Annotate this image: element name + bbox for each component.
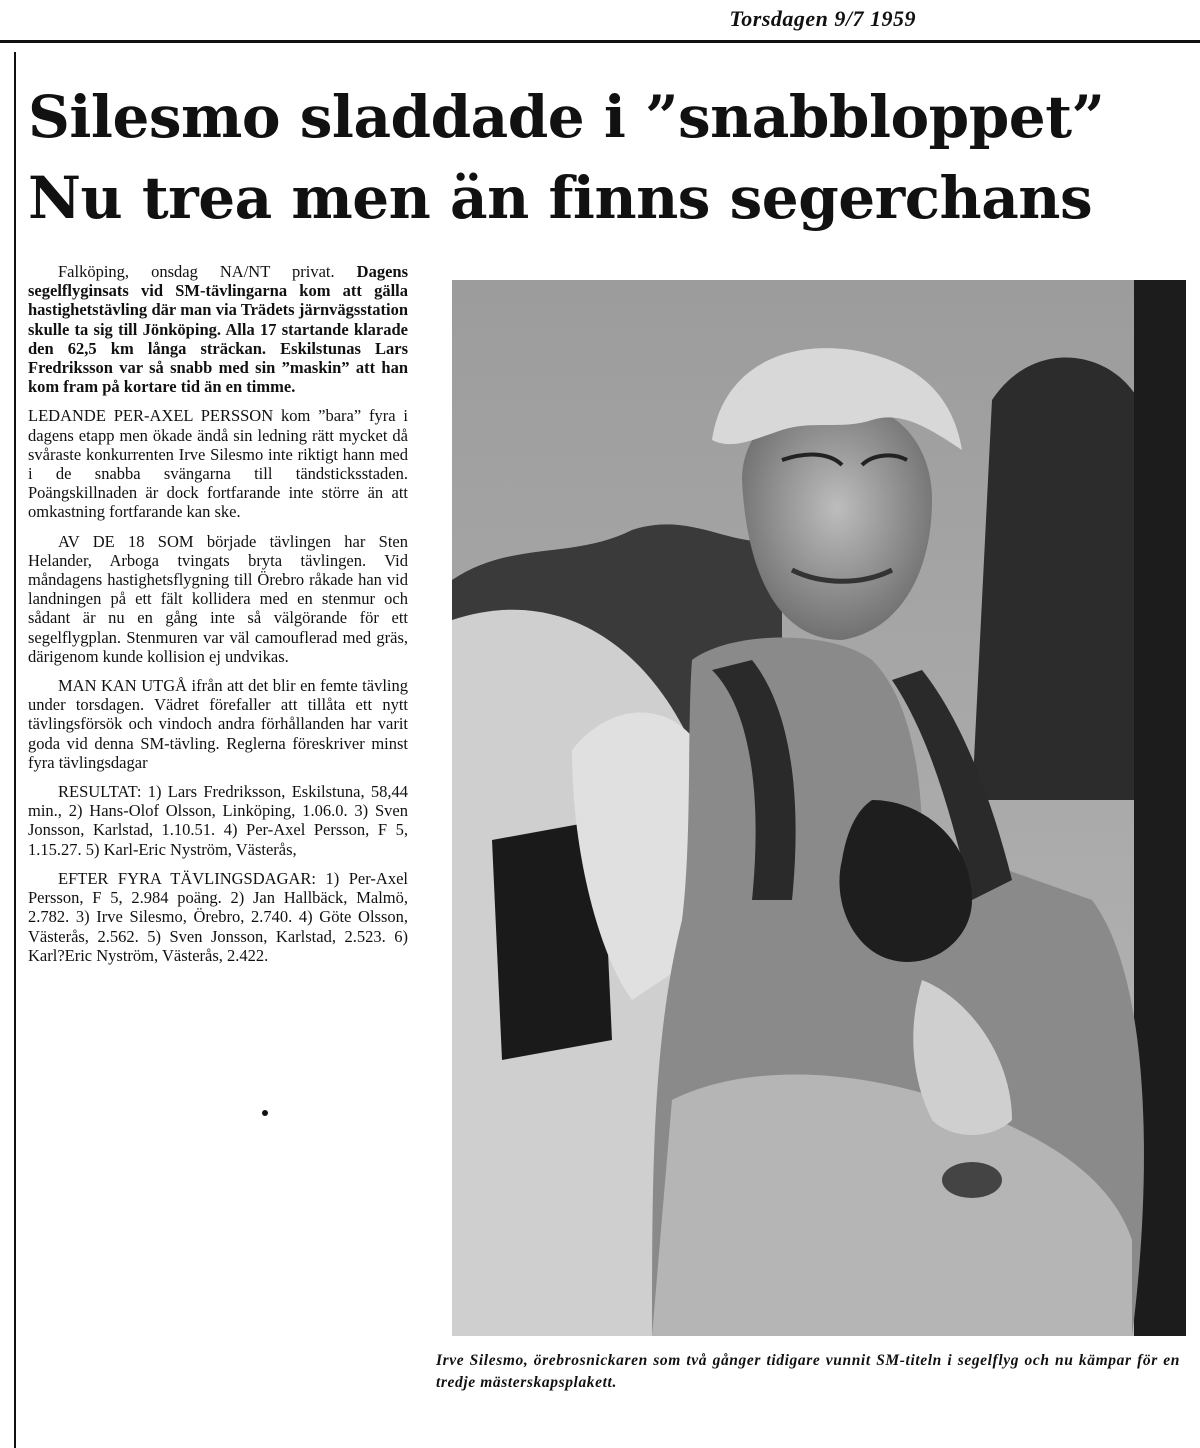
dateline: Torsdagen 9/7 1959 [729,6,916,31]
ink-dot [262,1110,268,1116]
article-paragraph-2: LEDANDE PER-AXEL PERSSON kom ”bara” fyra i dagens etapp men ökade ändå sin ledning rätt mycket då svåraste konkurrenten Irve Silesmo inte riktigt hann med i de snabba svängarna till tändsticksstaden. Poängskillnaden är dock fortfarande inte större än att omkastning fortfarande kan ske. [28,406,408,522]
paragraph-1-lead: Dagens segelflyginsats vid SM-tävlingarna kom att gälla hastighetstävling där man via Trädets järnvägsstation skulle ta sig till Jönköping. Alla 17 startande klarade den 62,5 km långa sträckan. Eskilstunas Lars Fredriksson var så snabb med sin ”maskin” att han kom fram på kortare tid än en timme. [28,262,408,397]
article-paragraph-1 [28,262,408,396]
top-rule [0,40,1200,43]
photo-caption: Irve Silesmo, örebrosnickaren som två gånger tidigare vunnit SM-titeln i segelflyg och nu kämpar för en tredje mästerskapsplakett. [436,1352,1180,1391]
article-standings: EFTER FYRA TÄVLINGSDAGAR: 1) Per-Axel Persson, F 5, 2.984 poäng. 2) Jan Hallbäck, Malmö, 2.782. 3) Irve Silesmo, Örebro, 2.740. 4) Göte Olsson, Västerås, 2.562. 5) Sven Jonsson, Karlstad, 2.523. 6) Karl?Eric Nyström, Västerås, 2.422. [28,868,408,965]
portrait-photo [452,280,1186,1336]
article-paragraph-4: MAN KAN UTGÅ ifrån att det blir en femte tävling under torsdagen. Vädret förefaller att tillåta ett nytt tävlingsförsök och vindoch andra förhållanden har varit goda vid denna SM-tävling. Reglerna föreskriver minst fyra tävlingsdagar [28,676,408,772]
headline-line-2: Nu trea men än finns segerchans [28,164,1093,232]
article-paragraph-3: AV DE 18 SOM började tävlingen har Sten Helander, Arboga tvingats bryta tävlingen. Vid måndagens hastighetsflygning till Örebro råkade han vid landningen på ett fält kollidera med en stenmur och sådant är nu en gång inte så välgörande för ett segelflygplan. Stenmuren var väl camouflerad med gräs, därigenom kunde kollision ej undvikas. [28,531,408,666]
left-frame-rule [14,52,16,1448]
portrait-photo-graphic [452,280,1186,1336]
headline-line-1: Silesmo sladdade i ”snabbloppet” [28,83,1105,151]
article-body [28,262,408,975]
paragraph-1-dateline: Falköping, onsdag NA/NT privat. [58,262,357,281]
article-results: RESULTAT: 1) Lars Fredriksson, Eskilstuna, 58,44 min., 2) Hans-Olof Olsson, Linköping, 1.06.0. 3) Sven Jonsson, Karlstad, 1.10.51. 4) Per-Axel Persson, F 5, 1.15.27. 5) Karl-Eric Nyström, Västerås, [28,782,408,859]
